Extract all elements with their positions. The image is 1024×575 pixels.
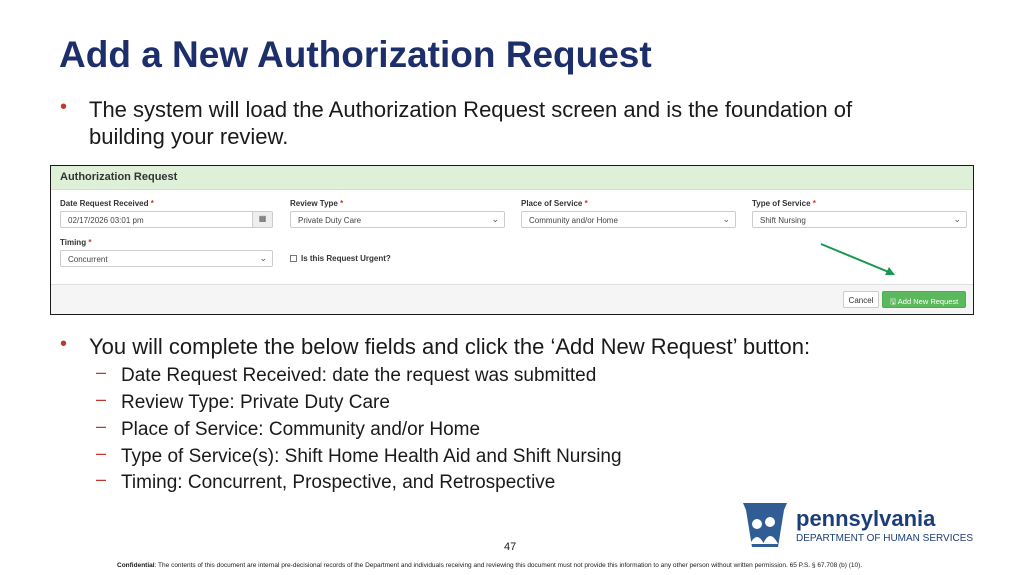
place-of-service-label: Place of Service * xyxy=(521,199,588,208)
green-arrow-icon xyxy=(819,242,899,278)
type-of-service-select[interactable]: Shift Nursing ⌄ xyxy=(752,211,967,228)
add-new-request-button[interactable]: 🖫 Add New Request xyxy=(882,291,966,308)
chevron-down-icon: ⌄ xyxy=(953,214,961,224)
keystone-logo-icon xyxy=(740,500,790,550)
timing-label: Timing * xyxy=(60,238,92,247)
place-of-service-select[interactable]: Community and/or Home ⌄ xyxy=(521,211,736,228)
form-header: Authorization Request xyxy=(51,166,973,190)
review-type-select[interactable]: Private Duty Care ⌄ xyxy=(290,211,505,228)
logo-name: pennsylvania xyxy=(796,506,936,531)
page-number: 47 xyxy=(504,541,517,553)
confidentiality-notice: Confidential: The contents of this document are internal pre-decisional records of the Department and individuals receiving and reviewing this document must not provide this information to any other person without written permission. 65 P.S. § 67.708 (b) (10). xyxy=(117,562,863,569)
chevron-down-icon: ⌄ xyxy=(722,214,730,224)
urgent-checkbox[interactable] xyxy=(290,254,391,263)
bullet-dot: • xyxy=(60,333,68,355)
calendar-icon[interactable]: ▦ xyxy=(252,212,272,227)
logo-department: DEPARTMENT OF HUMAN SERVICES xyxy=(796,533,974,544)
type-of-service-label: Type of Service * xyxy=(752,199,816,208)
cancel-button[interactable]: Cancel xyxy=(843,291,879,308)
date-received-label: Date Request Received * xyxy=(60,199,154,208)
chevron-down-icon: ⌄ xyxy=(259,253,267,263)
urgent-label: Is this Request Urgent? xyxy=(301,254,391,263)
form-footer xyxy=(51,284,973,314)
chevron-down-icon: ⌄ xyxy=(491,214,499,224)
bullet-intro-line2: building your review. xyxy=(89,124,289,149)
date-received-input[interactable]: 02/17/2026 03:01 pm ▦ xyxy=(60,211,273,228)
bullet-dot: • xyxy=(60,96,68,118)
timing-select[interactable]: Concurrent ⌄ xyxy=(60,250,273,267)
checkbox-icon[interactable] xyxy=(290,255,297,262)
pa-dhs-logo xyxy=(740,500,980,552)
bullet-intro-line1: The system will load the Authorization Request screen and is the foundation of xyxy=(89,97,853,122)
authorization-request-form xyxy=(50,165,974,315)
slide-title: Add a New Authorization Request xyxy=(59,34,652,75)
save-icon: 🖫 xyxy=(889,297,897,306)
review-type-label: Review Type * xyxy=(290,199,344,208)
bullet-instructions-text: You will complete the below fields and click the ‘Add New Request’ button: xyxy=(89,334,811,359)
